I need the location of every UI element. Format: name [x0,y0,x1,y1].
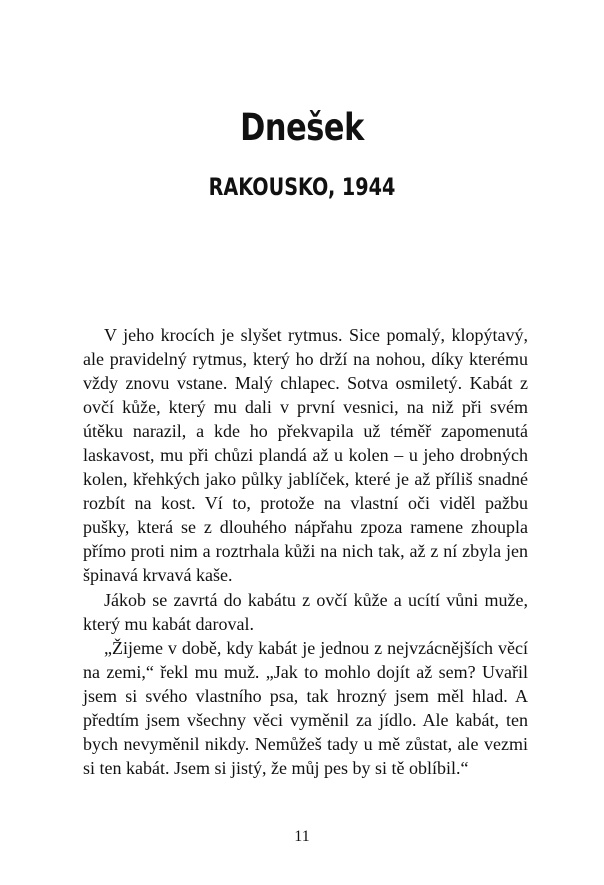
paragraph: Jákob se zavrtá do kabátu z ovčí kůže a ucítí vůni muže, který mu kabát daroval. [83,589,528,634]
paragraph: V jeho krocích je slyšet rytmus. Sice pomalý, klopýtavý, ale pravidelný rytmus, který ho drží na nohou, díky kterému vždy znovu vstane. Malý chlapec. Sotva osmiletý. Kabát z ovčí kůže, který mu dali v první vesnici, na niž při svém útěku narazil, a kde ho překvapila už téměř zapomenutá laskavost, mu při chůzi plandá až u kolen – u jeho drobných kolen, křehkých jako půlky jablíček, které je až příliš snadné rozbít na kost. Ví to, protože na vlastní oči viděl pažbu pušky, která se z dlouhého nápřahu zpoza ramene zhoupla přímo proti nim a roztrhala kůži na nich tak, až z ní zbyla jen špinavá krvavá kaše. [83,325,528,586]
body-text [83,323,528,780]
paragraph: „Žijeme v době, kdy kabát je jednou z nejvzácnějších věcí na zemi,“ řekl mu muž. „Jak to mohlo dojít až sem? Uvařil jsem si svého vlastního psa, tak hrozný jsem měl hlad. A předtím jsem všechny věci vyměnil za jídlo. Ale kabát, ten bych nevyměnil nikdy. Nemůžeš tady u mě zůstat, ale vezmi si ten kabát. Jsem si jistý, že můj pes by si tě oblíbil.“ [83,637,528,778]
chapter-subtitle: RAKOUSKO, 1944 [208,173,396,201]
page-number: 11 [294,828,310,845]
chapter-title: Dnešek [240,106,364,149]
